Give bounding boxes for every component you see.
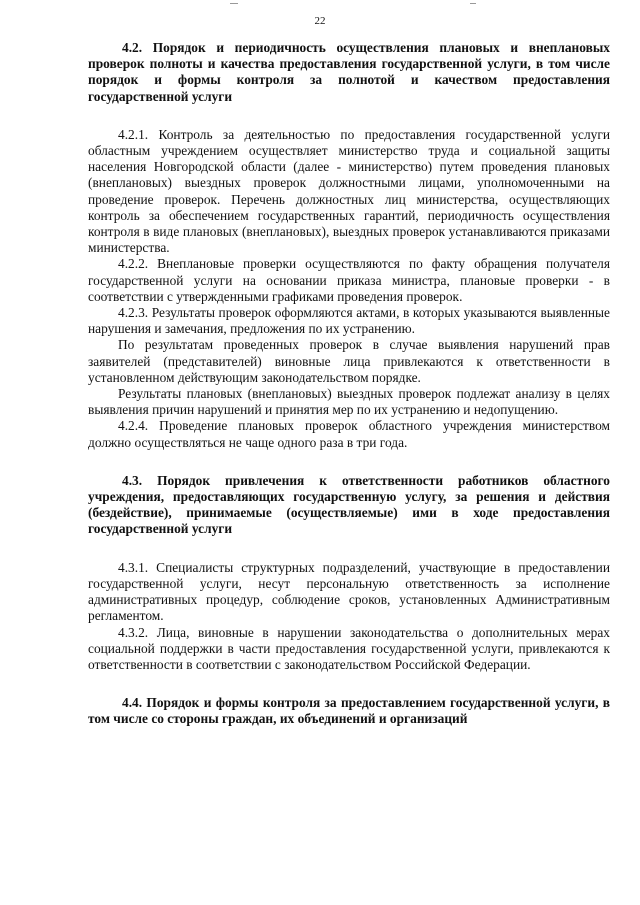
document-body: [88, 40, 610, 728]
scan-artifact: [230, 3, 238, 4]
page-number: 22: [314, 15, 326, 27]
scan-artifact: [470, 3, 476, 4]
paragraph: Результаты плановых (внеплановых) выездных проверок подлежат анализу в целях выявления причин нарушений и принятия мер по их устранению и недопущению.: [88, 386, 610, 418]
section-heading-4-4: 4.4. Порядок и формы контроля за предоставлением государственной услуги, в том числе со стороны граждан, их объединений и организаций: [88, 695, 610, 727]
paragraph: 4.3.2. Лица, виновные в нарушении законодательства о дополнительных мерах социальной поддержки в части предоставления государственной услуги, привлекаются к ответственности в соответствии с законодательством Российской Федерации.: [88, 624, 610, 672]
section-heading-4-3: 4.3. Порядок привлечения к ответственности работников областного учреждения, предоставляющих государственную услугу, за решения и действия (бездействие), принимаемые (осуществляемые) ими в ходе предоставления государственной услуги: [88, 472, 610, 537]
paragraph: 4.3.1. Специалисты структурных подразделений, участвующие в предоставлении государственной услуги, несут персональную ответственность за исполнение административных процедур, соблюдение сроков, установленных Административным регламентом.: [88, 559, 610, 624]
section-heading-4-2: 4.2. Порядок и периодичность осуществления плановых и внеплановых проверок полноты и качества предоставления государственной услуги, в том числе порядок и формы контроля за полнотой и качеством предоставления государственной услуги: [88, 40, 610, 104]
paragraph: 4.2.1. Контроль за деятельностью по предоставления государственной услуги областным учреждением осуществляет министерство труда и социальной защиты населения Новгородской области (далее - министерство) путем проведения плановых (внеплановых) выездных проверок должностными лицами, уполномоченными на проведение проверок. Перечень должностных лиц министерства, осуществляющих контроль за обеспечением государственных гарантий, периодичность осуществления контроля в виде плановых (внеплановых), выездных проверок устанавливаются приказами министерства.: [88, 126, 610, 256]
paragraph: 4.2.4. Проведение плановых проверок областного учреждения министерством должно осуществляться не чаще одного раза в три года.: [88, 418, 610, 450]
paragraph: 4.2.2. Внеплановые проверки осуществляются по факту обращения получателя государственной услуги на основании приказа министра, плановые проверки - в соответствии с утвержденными графиками проведения проверок.: [88, 256, 610, 304]
paragraph: 4.2.3. Результаты проверок оформляются актами, в которых указываются выявленные нарушения и замечания, предложения по их устранению.: [88, 305, 610, 337]
paragraph: По результатам проведенных проверок в случае выявления нарушений прав заявителей (представителей) виновные лица привлекаются к ответственности в установленном действующим законодательством порядке.: [88, 337, 610, 385]
